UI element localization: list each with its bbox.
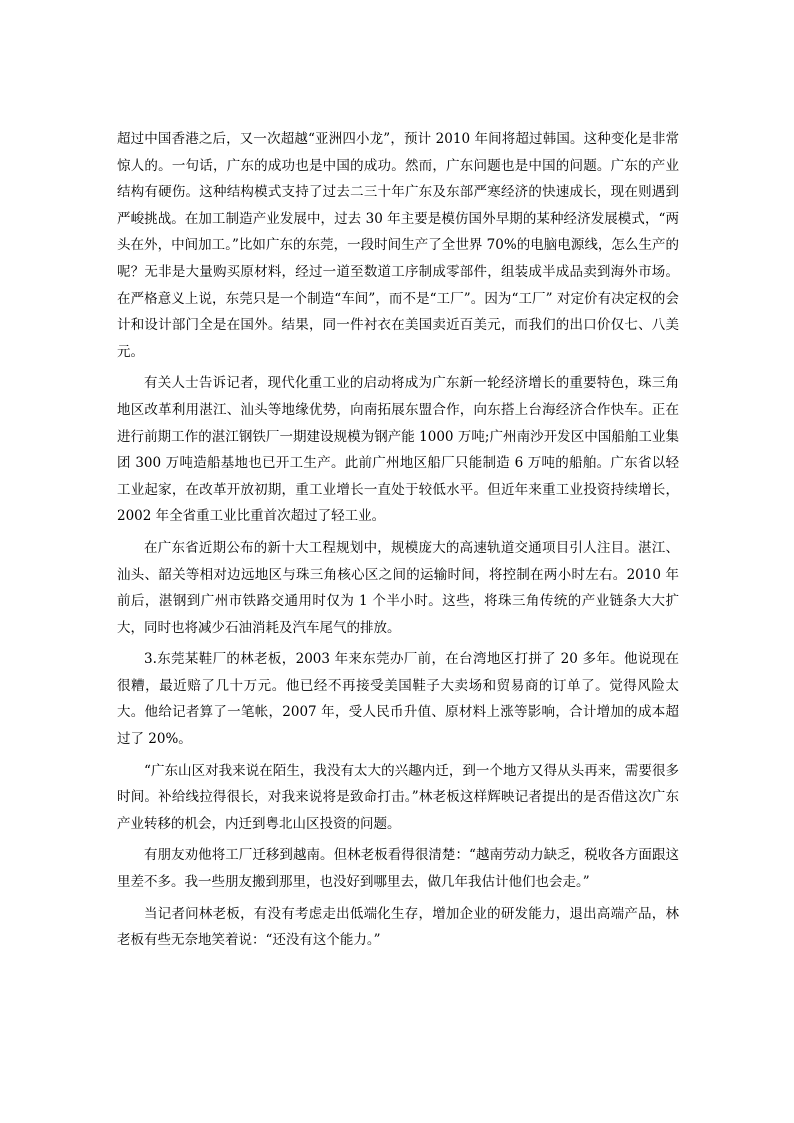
paragraph-5: “广东山区对我来说在陌生，我没有太大的兴趣内迁，到一个地方又得从头再来，需要很多时间。补给线拉得很长，对我来说将是致命打击。”林老板这样辉映记者提出的是否借这次广东产业转移的机会，内迁到粤北山区投资的问题。 bbox=[117, 762, 679, 832]
paragraph-6: 有朋友劝他将工厂迁移到越南。但林老板看得很清楚：“越南劳动力缺乏，税收各方面跟这里差不多。我一些朋友搬到那里，也没好到哪里去，做几年我估计他们也会走。” bbox=[117, 847, 679, 891]
paragraph-4: 3.东莞某鞋厂的林老板，2003 年来东莞办厂前，在台湾地区打拼了 20 多年。他说现在很糟，最近赔了几十万元。他已经不再接受美国鞋子大卖场和贸易商的订单了。觉得风险太大。他给记者算了一笔帐，2007 年，受人民币升值、原材料上涨等影响，合计增加的成本超过了 20%。 bbox=[117, 651, 679, 748]
paragraph-7: 当记者问林老板，有没有考虑走出低端化生存，增加企业的研发能力，退出高端产品，林老板有些无奈地笑着说：“还没有这个能力。” bbox=[117, 905, 679, 949]
paragraph-1: 超过中国香港之后，又一次超越“亚洲四小龙”，预计 2010 年间将超过韩国。这种变化是非常惊人的。一句话，广东的成功也是中国的成功。然而，广东问题也是中国的问题。广东的产业结构有硬伤。这种结构模式支持了过去二三十年广东及东部严寒经济的快速成长，现在则遇到严峻挑战。在加工制造产业发展中，过去 30 年主要是模仿国外早期的某种经济发展模式，“两头在外，中间加工。”比如广东的东莞，一段时间生产了全世界 70%的电脑电源线，怎么生产的呢？无非是大量购买原材料，经过一道至数道工序制成零部件，组装成半成品卖到海外市场。在严格意义上说，东莞只是一个制造“车间”，而不是“工厂”。因为“工厂” 对定价有决定权的会计和设计部门全是在国外。结果，同一件衬衣在美国卖近百美元，而我们的出口价仅七、八美元。 bbox=[117, 131, 679, 360]
paragraph-3: 在广东省近期公布的新十大工程规划中，规模庞大的高速轨道交通项目引人注目。湛江、汕头、韶关等相对边远地区与珠三角核心区之间的运输时间，将控制在两小时左右。2010 年前后，湛钢到广州市铁路交通用时仅为 1 个半小时。这些，将珠三角传统的产业链条大大扩大，同时也将减少石油消耗及汽车尾气的排放。 bbox=[117, 539, 679, 636]
document-body bbox=[117, 126, 679, 959]
paragraph-2: 有关人士告诉记者，现代化重工业的启动将成为广东新一轮经济增长的重要特色，珠三角地区改革利用湛江、汕头等地缘优势，向南拓展东盟合作，向东搭上台海经济合作快车。正在进行前期工作的湛江钢铁厂一期建设规模为钢产能 1000 万吨;广州南沙开发区中国船舶工业集团 300 万吨造船基地也已开工生产。此前广州地区船厂只能制造 6 万吨的船舶。广东省以轻工业起家，在改革开放初期，重工业增长一直处于较低水平。但近年来重工业投资持续增长，2002 年全省重工业比重首次超过了轻工业。 bbox=[117, 375, 679, 525]
